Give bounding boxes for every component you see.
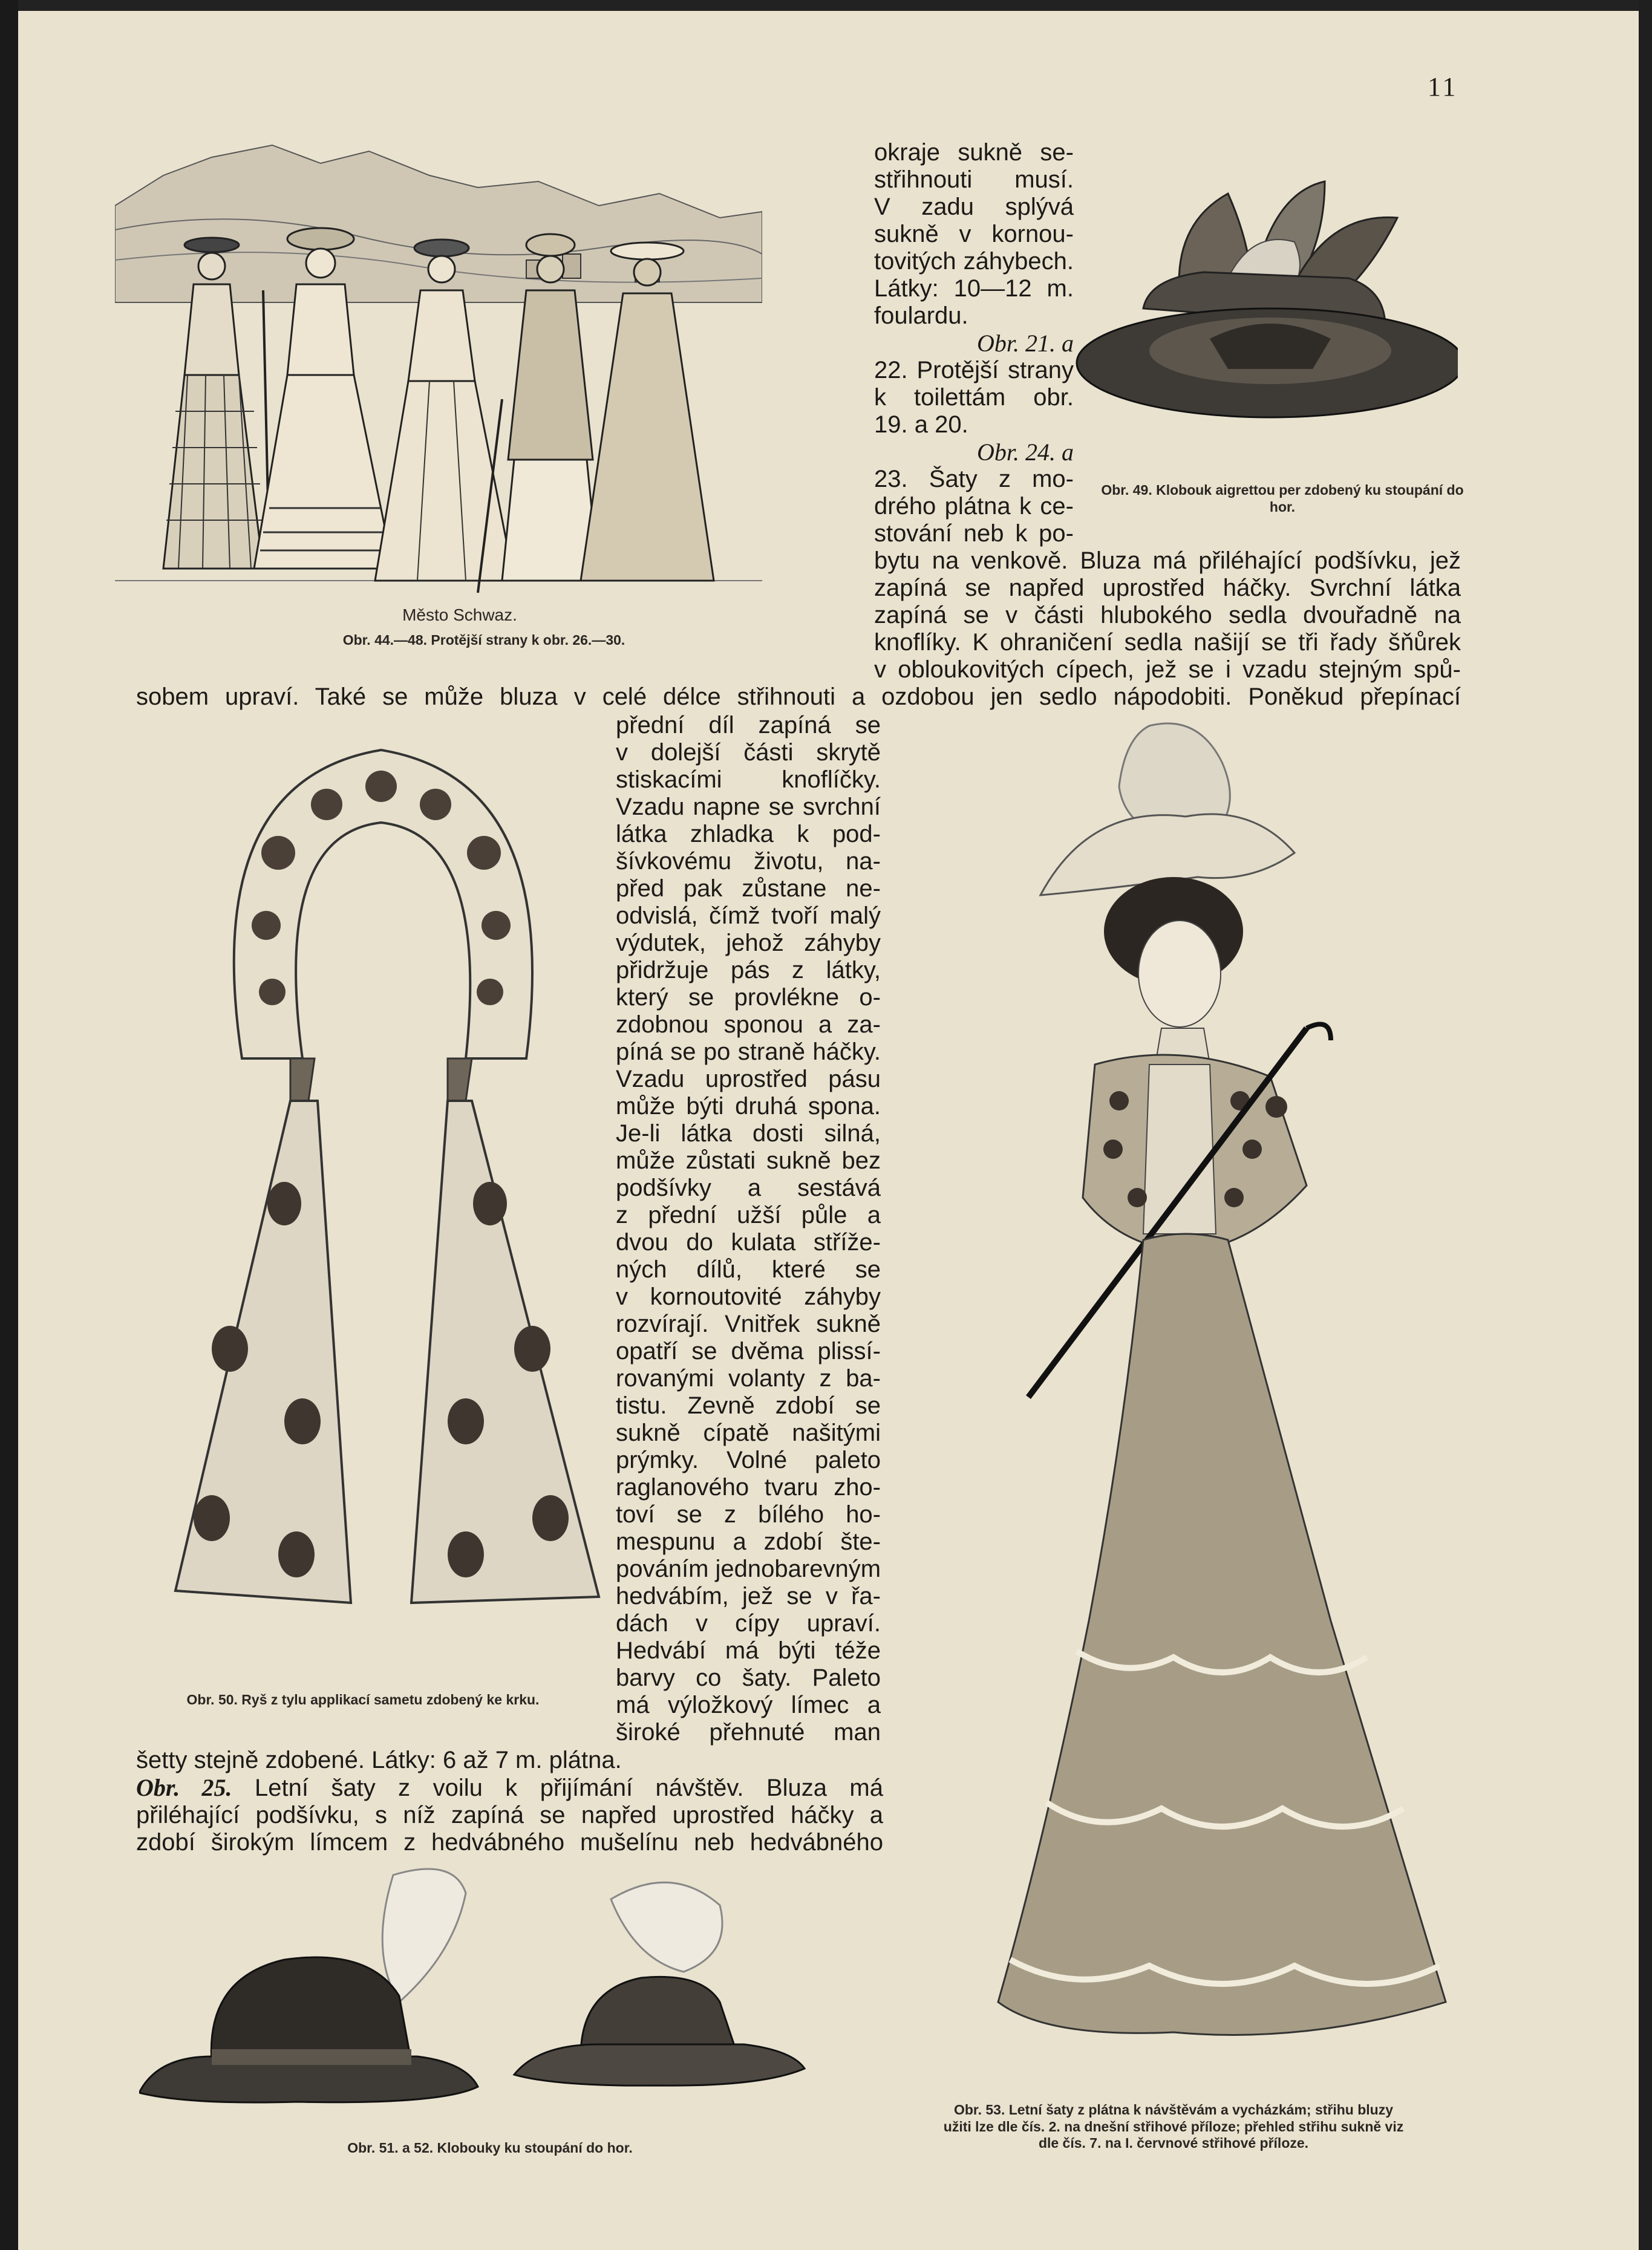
text-line: může zůstati sukně bez xyxy=(616,1147,881,1174)
text-line: toví se z bílého ho- xyxy=(616,1501,881,1528)
figure-51-52-hats-illustration xyxy=(139,1857,847,2117)
figure-49-caption: Obr. 49. Klobouk aigrettou per zdobený ku stoupání do hor. xyxy=(1101,482,1464,515)
figure-53-caption xyxy=(871,2102,1476,2152)
page-edge-left xyxy=(0,0,18,2250)
text-line: tistu. Zevně zdobí se xyxy=(616,1392,881,1419)
text-block-bottom xyxy=(136,1747,883,1856)
text-line: v dolejší části skrytě xyxy=(616,739,881,766)
text-line: sukně v kornou- xyxy=(874,221,1074,247)
text-line: Vzadu uprostřed pásu xyxy=(616,1066,881,1092)
text-line: k toilettám obr. xyxy=(874,384,1074,411)
text-line: rovanými volanty z ba- xyxy=(616,1365,881,1392)
figure-50-scarf-illustration xyxy=(151,732,611,1615)
text-line: přidržuje pás z látky, xyxy=(616,957,881,983)
figure-44-48-illustration xyxy=(115,121,762,599)
text-line: který se provlékne o- xyxy=(616,984,881,1011)
text-line: Hedvábí má býti téže xyxy=(616,1637,881,1664)
text-column-top xyxy=(874,139,1074,547)
text-line: dách v cípy upraví. xyxy=(616,1610,881,1637)
page-edge-right xyxy=(1639,0,1652,2250)
text-line: 19. a 20. xyxy=(874,411,968,438)
figure-50-caption: Obr. 50. Ryš z tylu applikací sametu zdobený ke krku. xyxy=(186,1692,540,1707)
text-line: v obloukovitých cípech, jež se i vzadu stejným spů- xyxy=(874,656,1461,683)
text-line: zapíná se v části hlubokého sedla dvouřadně na xyxy=(874,602,1461,628)
figure-44-48-caption: Obr. 44.—48. Protější strany k obr. 26.—30. xyxy=(342,632,625,648)
text-line: šívkovému životu, na- xyxy=(616,848,881,875)
figure-49-hat-illustration xyxy=(1071,157,1458,448)
figure-44-48-place-caption: Město Schwaz. xyxy=(402,605,517,624)
text-line: přiléhající podšívku, s níž zapíná se napřed uprostřed háčky a xyxy=(136,1802,883,1828)
text-line: foulardu. xyxy=(874,302,968,329)
text-line: široké přehnuté man xyxy=(616,1719,881,1746)
text-line xyxy=(136,1774,883,1802)
text-line: okraje sukně se- xyxy=(874,139,1074,166)
text-line: V zadu splývá xyxy=(874,194,1074,220)
text-line: přední díl zapíná se xyxy=(616,712,881,739)
figure-53-caption-line: užiti lze dle čís. 2. na dnešní střihové příloze; přehled střihu sukně viz xyxy=(943,2118,1404,2134)
text-line: zdobí širokým límcem z hedvábného mušelínu neb hedvábného xyxy=(136,1829,883,1856)
text-line: barvy co šaty. Paleto xyxy=(616,1665,881,1691)
text-line: hedvábím, jež se v řa- xyxy=(616,1583,881,1609)
figure-51-52-caption: Obr. 51. a 52. Klobouky ku stoupání do hor. xyxy=(347,2140,633,2156)
page-number: 11 xyxy=(1428,72,1458,102)
text-line: Vzadu napne se svrchní xyxy=(616,794,881,820)
text-line: mespunu a zdobí šte- xyxy=(616,1528,881,1555)
text-line: má výložkový límec a xyxy=(616,1692,881,1718)
text-line: látka zhladka k pod- xyxy=(616,821,881,847)
text-line: bytu na venkově. Bluza má přiléhající podšívku, jež xyxy=(874,547,1461,574)
text-line: stování neb k po- xyxy=(874,520,1074,547)
text-line: v kornoutovité záhyby xyxy=(616,1283,881,1310)
text-line: před pak zůstane ne- xyxy=(616,875,881,902)
text-line: z přední užší půle a xyxy=(616,1202,881,1228)
text-line: Je-li látka dosti silná, xyxy=(616,1120,881,1147)
text-line: Látky: 10—12 m. xyxy=(874,275,1074,302)
text-line: šetty stejně zdobené. Látky: 6 až 7 m. plátna. xyxy=(136,1747,622,1773)
text-line-full-width xyxy=(136,683,1461,711)
figure-53-woman-illustration xyxy=(968,714,1512,2056)
text-line: tovitých záhybech. xyxy=(874,248,1074,275)
figure-reference: Obr. 21. a xyxy=(976,330,1074,357)
text-line: zapíná se napřed uprostřed háčky. Svrchní látka xyxy=(874,575,1461,601)
text-column-middle xyxy=(616,712,881,1746)
text-fragment: Letní šaty z voilu k přijímání návštěv. Bluza má xyxy=(232,1775,883,1801)
figure-53-caption-line: Obr. 53. Letní šaty z plátna k návštěvám a vycházkám; střihu bluzy xyxy=(953,2102,1394,2118)
text-line: sukně cípatě našitými xyxy=(616,1420,881,1446)
text-line: dvou do kulata stříže- xyxy=(616,1229,881,1256)
text-line: raglanového tvaru zho- xyxy=(616,1474,881,1501)
text-line: píná se po straně háčky. xyxy=(616,1039,881,1065)
text-line: rozvírají. Vnitřek sukně xyxy=(616,1311,881,1337)
figure-reference: Obr. 25. xyxy=(136,1774,232,1801)
text-line: ných dílů, které se xyxy=(616,1256,881,1283)
text-line: podšívky a sestává xyxy=(616,1175,881,1201)
text-line: může býti druhá spona. xyxy=(616,1093,881,1120)
text-line: výdutek, jehož záhyby xyxy=(616,930,881,956)
text-line: knoflíky. K ohraničení sedla našijí se tři řady šňůrek xyxy=(874,629,1461,656)
text-line: odvislá, čímž tvoří malý xyxy=(616,902,881,929)
text-line: opatří se dvěma plissí- xyxy=(616,1338,881,1365)
text-line: pováním jednobarevným xyxy=(616,1556,881,1582)
text-line: prýmky. Volné paleto xyxy=(616,1447,881,1473)
page-edge-top xyxy=(0,0,1652,11)
text-line: zdobnou sponou a za- xyxy=(616,1011,881,1038)
figure-reference: Obr. 24. a xyxy=(976,439,1074,466)
text-line: sobem upraví. Také se může bluza v celé délce střihnouti a ozdobou jen sedlo nápodobiti. Poněkud přepínací xyxy=(136,683,1461,710)
figure-53-caption-line: dle čís. 7. na I. červnové střihové příloze. xyxy=(1038,2135,1309,2151)
text-line: 23. Šaty z mo- xyxy=(874,466,1074,492)
text-line: stiskacími knoflíčky. xyxy=(616,766,881,793)
text-line: 22. Protější strany xyxy=(874,357,1074,383)
text-block-wide-top xyxy=(874,547,1461,683)
text-line: drého plátna k ce- xyxy=(874,493,1074,520)
text-line: střihnouti musí. xyxy=(874,166,1074,193)
